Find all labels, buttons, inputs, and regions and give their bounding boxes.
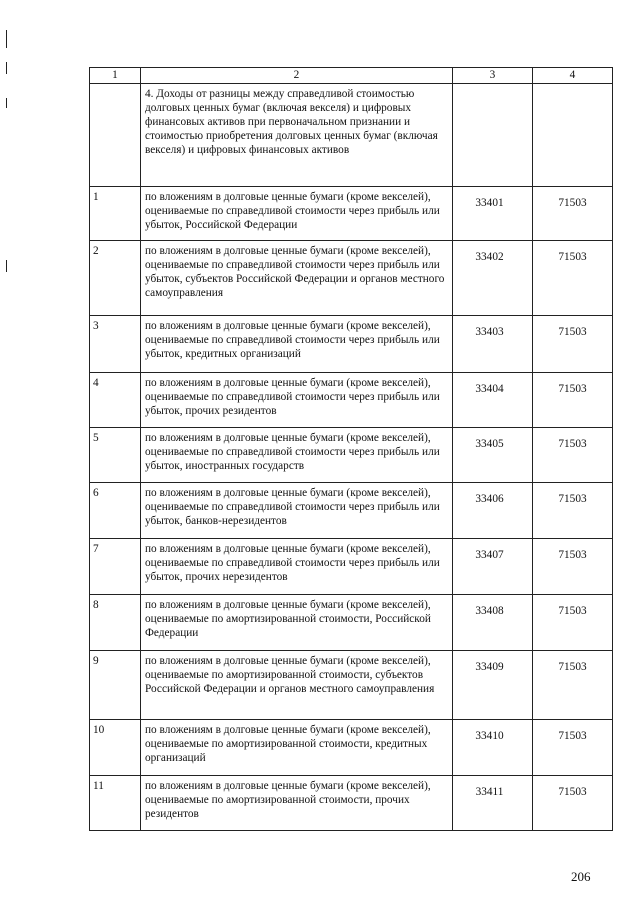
row-description: по вложениям в долговые ценные бумаги (кроме векселей), оцениваемые по справедливой стоимости через прибыль или убыток, Российской Федерации — [141, 187, 453, 241]
row-description: по вложениям в долговые ценные бумаги (кроме векселей), оцениваемые по справедливой стоимости через прибыль или убыток, иностранных государств — [141, 428, 453, 483]
table-row — [90, 316, 613, 373]
row-number: 2 — [90, 241, 141, 316]
row-description: по вложениям в долговые ценные бумаги (кроме векселей), оцениваемые по справедливой стоимости через прибыль или убыток, прочих нерезидентов — [141, 539, 453, 595]
row-symbol-code: 71503 — [533, 720, 613, 776]
row-number: 4 — [90, 373, 141, 428]
row-symbol-code: 71503 — [533, 651, 613, 720]
header-col-3: 3 — [453, 68, 533, 84]
header-col-2: 2 — [141, 68, 453, 84]
row-account-code: 33410 — [453, 720, 533, 776]
row-symbol-code: 71503 — [533, 539, 613, 595]
intro-symbol-cell — [533, 84, 613, 187]
table-row — [90, 539, 613, 595]
row-symbol-code: 71503 — [533, 316, 613, 373]
row-number: 9 — [90, 651, 141, 720]
header-col-1: 1 — [90, 68, 141, 84]
margin-mark — [6, 98, 7, 108]
intro-code-cell — [453, 84, 533, 187]
intro-row — [90, 84, 613, 187]
header-row — [90, 68, 613, 84]
row-number: 7 — [90, 539, 141, 595]
table-row — [90, 428, 613, 483]
row-number: 5 — [90, 428, 141, 483]
table-row — [90, 373, 613, 428]
row-symbol-code: 71503 — [533, 428, 613, 483]
table-row — [90, 776, 613, 831]
row-account-code: 33405 — [453, 428, 533, 483]
page-number: 206 — [571, 869, 591, 884]
intro-text: 4. Доходы от разницы между справедливой стоимостью долговых ценных бумаг (включая векселя) и цифровых финансовых активов при первоначальном признании и стоимостью приобретения долговых ценных бумаг (включая векселя) и цифровых финансовых активов — [141, 84, 453, 187]
table-row — [90, 187, 613, 241]
row-account-code: 33406 — [453, 483, 533, 539]
row-description: по вложениям в долговые ценные бумаги (кроме векселей), оцениваемые по справедливой стоимости через прибыль или убыток, банков-нерезидентов — [141, 483, 453, 539]
row-number: 3 — [90, 316, 141, 373]
row-symbol-code: 71503 — [533, 187, 613, 241]
row-symbol-code: 71503 — [533, 241, 613, 316]
row-account-code: 33408 — [453, 595, 533, 651]
row-symbol-code: 71503 — [533, 776, 613, 831]
row-account-code: 33407 — [453, 539, 533, 595]
row-account-code: 33404 — [453, 373, 533, 428]
row-symbol-code: 71503 — [533, 595, 613, 651]
row-symbol-code: 71503 — [533, 483, 613, 539]
row-number: 11 — [90, 776, 141, 831]
row-symbol-code: 71503 — [533, 373, 613, 428]
margin-mark — [6, 62, 7, 74]
row-account-code: 33411 — [453, 776, 533, 831]
row-description: по вложениям в долговые ценные бумаги (кроме векселей), оцениваемые по амортизированной стоимости, прочих резидентов — [141, 776, 453, 831]
row-description: по вложениям в долговые ценные бумаги (кроме векселей), оцениваемые по амортизированной стоимости, Российской Федерации — [141, 595, 453, 651]
margin-mark — [6, 30, 7, 48]
row-account-code: 33402 — [453, 241, 533, 316]
table-row — [90, 241, 613, 316]
row-description: по вложениям в долговые ценные бумаги (кроме векселей), оцениваемые по справедливой стоимости через прибыль или убыток, субъектов Российской Федерации и органов местного самоуправления — [141, 241, 453, 316]
intro-num-cell — [90, 84, 141, 187]
row-account-code: 33401 — [453, 187, 533, 241]
margin-mark — [6, 260, 7, 272]
row-description: по вложениям в долговые ценные бумаги (кроме векселей), оцениваемые по справедливой стоимости через прибыль или убыток, кредитных организаций — [141, 316, 453, 373]
row-account-code: 33403 — [453, 316, 533, 373]
table-row — [90, 651, 613, 720]
row-number: 10 — [90, 720, 141, 776]
accounts-table — [89, 67, 613, 831]
table-row — [90, 720, 613, 776]
row-account-code: 33409 — [453, 651, 533, 720]
row-number: 8 — [90, 595, 141, 651]
row-description: по вложениям в долговые ценные бумаги (кроме векселей), оцениваемые по амортизированной стоимости, субъектов Российской Федерации и органов местного самоуправления — [141, 651, 453, 720]
row-number: 6 — [90, 483, 141, 539]
table-row — [90, 483, 613, 539]
row-description: по вложениям в долговые ценные бумаги (кроме векселей), оцениваемые по справедливой стоимости через прибыль или убыток, прочих резидентов — [141, 373, 453, 428]
table-row — [90, 595, 613, 651]
row-description: по вложениям в долговые ценные бумаги (кроме векселей), оцениваемые по амортизированной стоимости, кредитных организаций — [141, 720, 453, 776]
row-number: 1 — [90, 187, 141, 241]
header-col-4: 4 — [533, 68, 613, 84]
